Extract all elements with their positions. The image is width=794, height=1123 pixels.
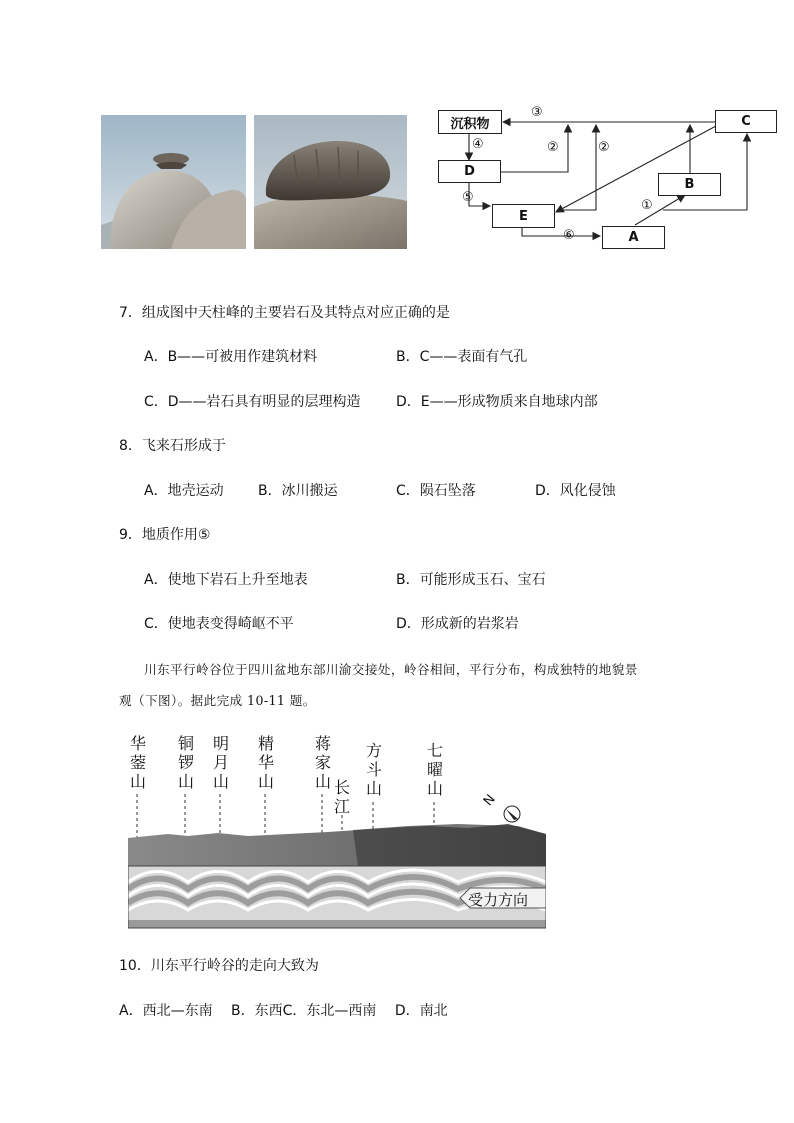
question-7-stem: 7．组成图中天柱峰的主要岩石及其特点对应正确的是 [119, 305, 450, 321]
marker-4: ④ [472, 137, 484, 152]
question-7-option-b: B．C——表面有气孔 [396, 349, 528, 365]
compass-north-label: N [480, 791, 499, 810]
force-direction-label: 受力方向 [468, 891, 529, 909]
question-7-option-c: C．D——岩石具有明显的层理构造 [144, 394, 361, 410]
marker-6: ⑥ [563, 228, 575, 243]
node-A: A [602, 226, 665, 249]
node-C: C [715, 110, 777, 133]
label-tongluo-mountain: 铜 锣 山 [177, 734, 194, 791]
question-10-options: A．西北—东南 B．东西C．东北—西南 D．南北 [119, 1003, 448, 1019]
question-8-option-a: A．地壳运动 [144, 483, 224, 499]
question-9-option-d: D．形成新的岩浆岩 [396, 616, 519, 632]
label-yangtze-river: 长 江 [333, 778, 350, 816]
question-7-option-a: A．B——可被用作建筑材料 [144, 349, 318, 365]
question-8-option-d: D．风化侵蚀 [535, 483, 616, 499]
question-9-option-a: A．使地下岩石上升至地表 [144, 572, 308, 588]
photo-feilai-stone-close [254, 115, 407, 249]
node-sediment: 沉积物 [438, 110, 502, 134]
question-8-option-c: C．陨石坠落 [396, 483, 476, 499]
marker-5: ⑤ [462, 190, 474, 205]
question-8-option-b: B．冰川搬运 [258, 483, 338, 499]
node-D: D [438, 160, 501, 183]
marker-1: ① [641, 198, 653, 213]
label-huaying-mountain: 华 蓥 山 [129, 734, 146, 791]
label-jinghua-mountain: 精 华 山 [257, 734, 274, 791]
label-qiyao-mountain: 七 曜 山 [426, 741, 443, 798]
question-10-stem: 10．川东平行岭谷的走向大致为 [119, 958, 319, 974]
marker-2b: ② [598, 140, 610, 155]
passage-line-1: 川东平行岭谷位于四川盆地东部川渝交接处，岭谷相间，平行分布，构成独特的地貌景 [144, 662, 638, 677]
node-E: E [492, 204, 555, 228]
question-7-option-d: D．E——形成物质来自地球内部 [396, 394, 598, 410]
passage-line-2: 观（下图）。据此完成 10-11 题。 [119, 693, 316, 708]
marker-3: ③ [531, 105, 543, 120]
label-jiangjia-mountain: 蒋 家 山 [314, 734, 331, 791]
label-fangdou-mountain: 方 斗 山 [365, 741, 382, 798]
question-8-stem: 8．飞来石形成于 [119, 438, 226, 454]
question-9-option-c: C．使地表变得崎岖不平 [144, 616, 294, 632]
photo-tianzhu-peak-far [101, 115, 246, 249]
question-9-stem: 9．地质作用⑤ [119, 527, 211, 543]
marker-2a: ② [547, 140, 559, 155]
label-mingyue-mountain: 明 月 山 [212, 734, 229, 791]
question-9-option-b: B．可能形成玉石、宝石 [396, 572, 546, 588]
node-B: B [658, 173, 721, 196]
